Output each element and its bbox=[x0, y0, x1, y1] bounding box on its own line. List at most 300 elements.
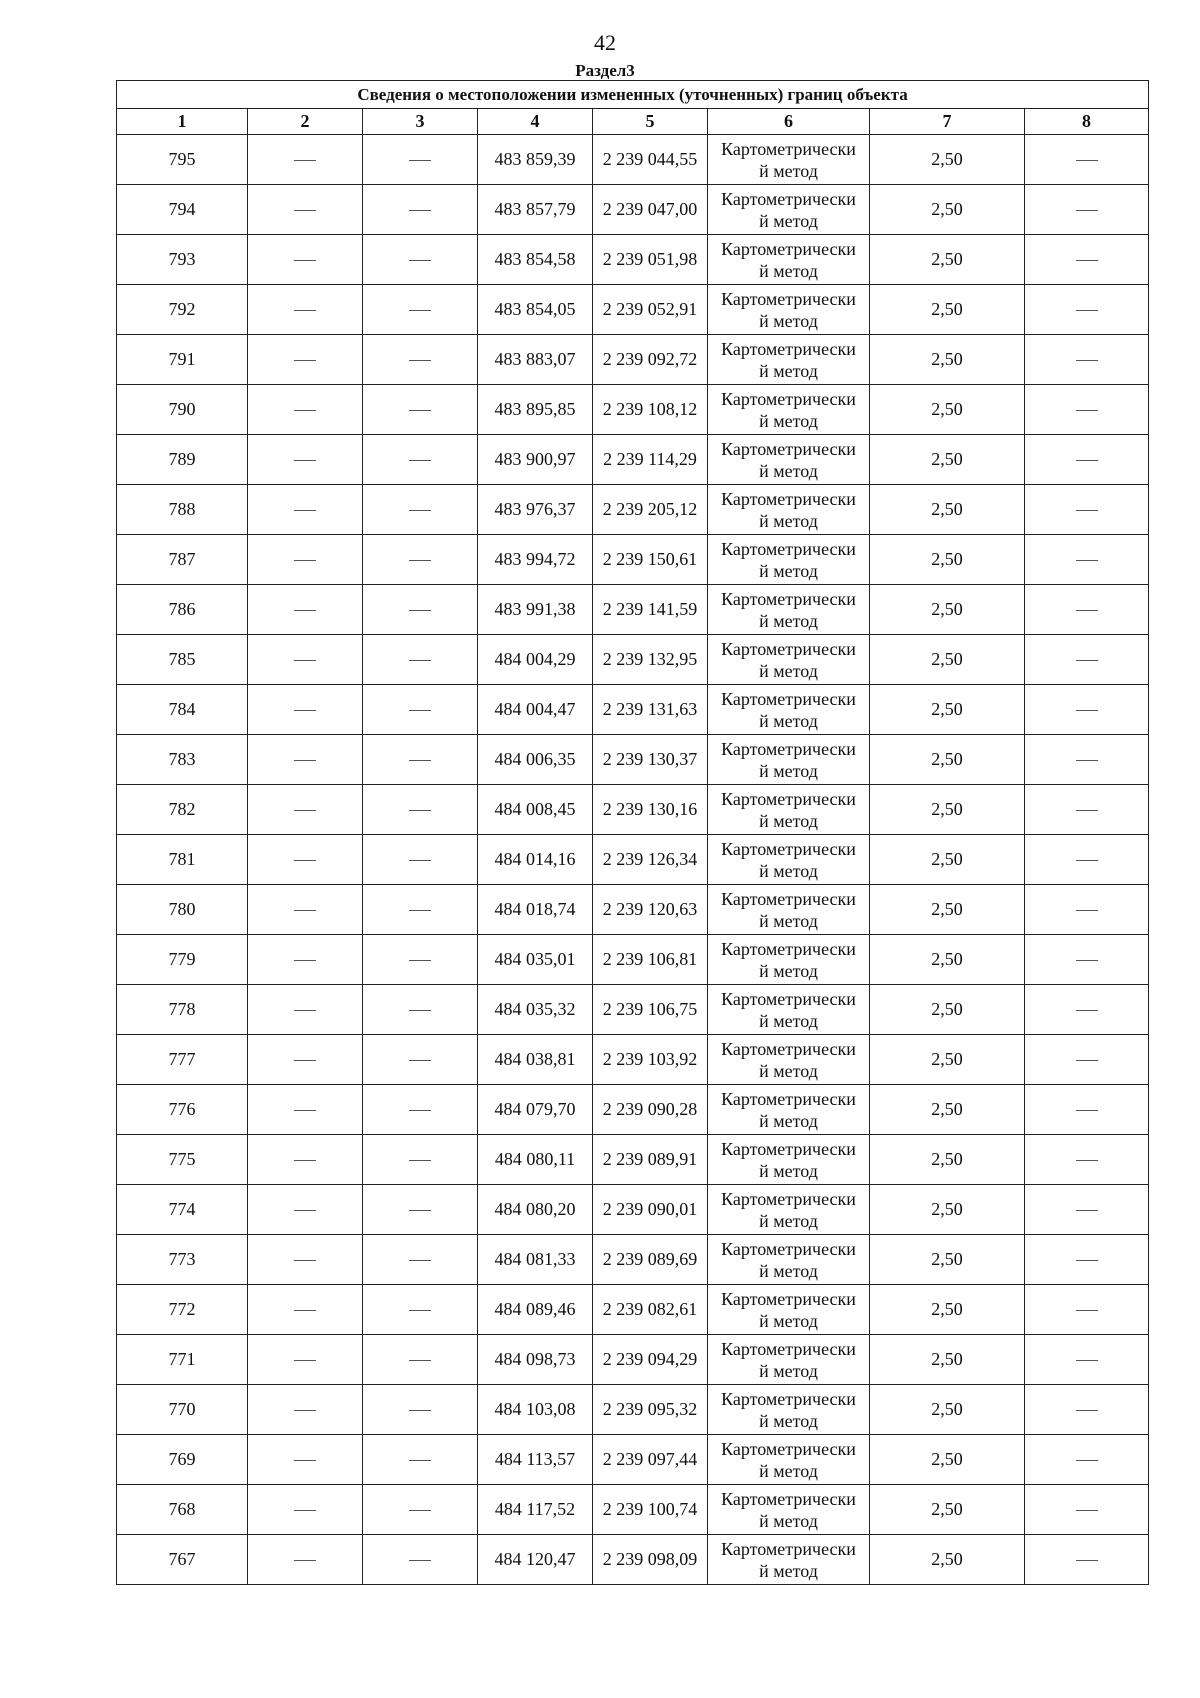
method-text-line2: й метод bbox=[759, 1410, 818, 1431]
column-header: 4 bbox=[478, 109, 593, 135]
dash-mark bbox=[409, 710, 431, 711]
method-text-line1: Картометрически bbox=[721, 938, 856, 959]
coordinate-y: 2 239 120,63 bbox=[593, 885, 708, 935]
precision-value: 2,50 bbox=[870, 985, 1025, 1035]
dash-mark bbox=[294, 1160, 316, 1161]
dash-mark bbox=[1076, 1160, 1098, 1161]
point-number: 769 bbox=[117, 1435, 248, 1485]
dash-mark bbox=[294, 260, 316, 261]
coordinate-y: 2 239 132,95 bbox=[593, 635, 708, 685]
method-text-line1: Картометрически bbox=[721, 1388, 856, 1409]
empty-dash-cell bbox=[248, 535, 363, 585]
table-row bbox=[117, 635, 1149, 685]
method-cell bbox=[708, 585, 870, 635]
dash-mark bbox=[409, 260, 431, 261]
coordinate-x: 484 038,81 bbox=[478, 1035, 593, 1085]
method-text-line2: й метод bbox=[759, 860, 818, 881]
empty-dash-cell bbox=[248, 885, 363, 935]
dash-mark bbox=[409, 760, 431, 761]
empty-dash-cell bbox=[363, 1035, 478, 1085]
empty-dash-cell bbox=[1025, 535, 1149, 585]
empty-dash-cell bbox=[1025, 1285, 1149, 1335]
table-row bbox=[117, 785, 1149, 835]
table-row bbox=[117, 1185, 1149, 1235]
empty-dash-cell bbox=[248, 485, 363, 535]
coordinate-x: 484 080,20 bbox=[478, 1185, 593, 1235]
coordinate-x: 484 035,01 bbox=[478, 935, 593, 985]
point-number: 788 bbox=[117, 485, 248, 535]
dash-mark bbox=[1076, 510, 1098, 511]
method-text-line1: Картометрически bbox=[721, 1288, 856, 1309]
dash-mark bbox=[409, 160, 431, 161]
empty-dash-cell bbox=[248, 1435, 363, 1485]
precision-value: 2,50 bbox=[870, 835, 1025, 885]
coordinate-y: 2 239 098,09 bbox=[593, 1535, 708, 1585]
method-text-line1: Картометрически bbox=[721, 1038, 856, 1059]
column-header: 1 bbox=[117, 109, 248, 135]
empty-dash-cell bbox=[1025, 1435, 1149, 1485]
point-number: 791 bbox=[117, 335, 248, 385]
method-text-line2: й метод bbox=[759, 1310, 818, 1331]
empty-dash-cell bbox=[248, 985, 363, 1035]
dash-mark bbox=[1076, 1110, 1098, 1111]
dash-mark bbox=[1076, 910, 1098, 911]
empty-dash-cell bbox=[363, 235, 478, 285]
precision-value: 2,50 bbox=[870, 1135, 1025, 1185]
empty-dash-cell bbox=[363, 385, 478, 435]
empty-dash-cell bbox=[1025, 885, 1149, 935]
method-cell bbox=[708, 1285, 870, 1335]
dash-mark bbox=[409, 610, 431, 611]
point-number: 770 bbox=[117, 1385, 248, 1435]
method-text-line2: й метод bbox=[759, 660, 818, 681]
method-text-line1: Картометрически bbox=[721, 1088, 856, 1109]
table-row bbox=[117, 335, 1149, 385]
dash-mark bbox=[294, 1110, 316, 1111]
table-row bbox=[117, 1435, 1149, 1485]
dash-mark bbox=[1076, 1560, 1098, 1561]
coordinate-y: 2 239 130,16 bbox=[593, 785, 708, 835]
dash-mark bbox=[294, 810, 316, 811]
method-text-line1: Картометрически bbox=[721, 688, 856, 709]
method-text-line1: Картометрически bbox=[721, 638, 856, 659]
empty-dash-cell bbox=[363, 785, 478, 835]
table-row bbox=[117, 485, 1149, 535]
precision-value: 2,50 bbox=[870, 1085, 1025, 1135]
dash-mark bbox=[294, 1460, 316, 1461]
table-row bbox=[117, 985, 1149, 1035]
dash-mark bbox=[294, 1210, 316, 1211]
table-row bbox=[117, 735, 1149, 785]
section-title: Раздел3 bbox=[575, 61, 635, 80]
dash-mark bbox=[409, 1310, 431, 1311]
coordinate-y: 2 239 126,34 bbox=[593, 835, 708, 885]
dash-mark bbox=[294, 860, 316, 861]
dash-mark bbox=[1076, 710, 1098, 711]
table-body bbox=[117, 135, 1149, 1585]
table-row bbox=[117, 185, 1149, 235]
method-text-line1: Картометрически bbox=[721, 1488, 856, 1509]
dash-mark bbox=[294, 960, 316, 961]
table-row bbox=[117, 235, 1149, 285]
precision-value: 2,50 bbox=[870, 685, 1025, 735]
empty-dash-cell bbox=[248, 835, 363, 885]
empty-dash-cell bbox=[363, 1285, 478, 1335]
empty-dash-cell bbox=[248, 635, 363, 685]
empty-dash-cell bbox=[248, 1485, 363, 1535]
method-cell bbox=[708, 885, 870, 935]
coordinate-y: 2 239 082,61 bbox=[593, 1285, 708, 1335]
dash-mark bbox=[1076, 960, 1098, 961]
method-text-line1: Картометрически bbox=[721, 1338, 856, 1359]
empty-dash-cell bbox=[363, 935, 478, 985]
dash-mark bbox=[409, 860, 431, 861]
empty-dash-cell bbox=[363, 1335, 478, 1385]
dash-mark bbox=[294, 760, 316, 761]
method-cell bbox=[708, 935, 870, 985]
empty-dash-cell bbox=[363, 1135, 478, 1185]
precision-value: 2,50 bbox=[870, 1285, 1025, 1335]
coordinate-y: 2 239 044,55 bbox=[593, 135, 708, 185]
dash-mark bbox=[409, 460, 431, 461]
dash-mark bbox=[294, 310, 316, 311]
coordinate-y: 2 239 103,92 bbox=[593, 1035, 708, 1085]
dash-mark bbox=[409, 1210, 431, 1211]
method-text-line2: й метод bbox=[759, 1260, 818, 1281]
coordinate-x: 483 991,38 bbox=[478, 585, 593, 635]
empty-dash-cell bbox=[1025, 585, 1149, 635]
empty-dash-cell bbox=[363, 185, 478, 235]
coordinate-x: 484 103,08 bbox=[478, 1385, 593, 1435]
empty-dash-cell bbox=[1025, 435, 1149, 485]
empty-dash-cell bbox=[248, 1035, 363, 1085]
empty-dash-cell bbox=[1025, 285, 1149, 335]
dash-mark bbox=[294, 460, 316, 461]
table-row bbox=[117, 1285, 1149, 1335]
empty-dash-cell bbox=[248, 785, 363, 835]
method-cell bbox=[708, 685, 870, 735]
empty-dash-cell bbox=[248, 335, 363, 385]
coordinate-y: 2 239 114,29 bbox=[593, 435, 708, 485]
empty-dash-cell bbox=[363, 985, 478, 1035]
coordinate-y: 2 239 090,01 bbox=[593, 1185, 708, 1235]
method-text-line1: Картометрически bbox=[721, 1538, 856, 1559]
dash-mark bbox=[294, 710, 316, 711]
dash-mark bbox=[409, 1510, 431, 1511]
empty-dash-cell bbox=[363, 585, 478, 635]
coordinate-x: 483 854,58 bbox=[478, 235, 593, 285]
empty-dash-cell bbox=[363, 335, 478, 385]
dash-mark bbox=[294, 1560, 316, 1561]
empty-dash-cell bbox=[1025, 1085, 1149, 1135]
method-text-line2: й метод bbox=[759, 1360, 818, 1381]
coordinate-x: 483 994,72 bbox=[478, 535, 593, 585]
precision-value: 2,50 bbox=[870, 935, 1025, 985]
empty-dash-cell bbox=[1025, 385, 1149, 435]
precision-value: 2,50 bbox=[870, 585, 1025, 635]
point-number: 774 bbox=[117, 1185, 248, 1235]
empty-dash-cell bbox=[1025, 1185, 1149, 1235]
column-header: 8 bbox=[1025, 109, 1149, 135]
precision-value: 2,50 bbox=[870, 135, 1025, 185]
empty-dash-cell bbox=[363, 1485, 478, 1535]
dash-mark bbox=[1076, 260, 1098, 261]
method-cell bbox=[708, 985, 870, 1035]
coordinate-y: 2 239 089,91 bbox=[593, 1135, 708, 1185]
column-header: 2 bbox=[248, 109, 363, 135]
empty-dash-cell bbox=[1025, 635, 1149, 685]
method-text-line1: Картометрически bbox=[721, 238, 856, 259]
empty-dash-cell bbox=[363, 485, 478, 535]
dash-mark bbox=[1076, 1410, 1098, 1411]
precision-value: 2,50 bbox=[870, 485, 1025, 535]
dash-mark bbox=[409, 910, 431, 911]
empty-dash-cell bbox=[363, 285, 478, 335]
coordinate-y: 2 239 051,98 bbox=[593, 235, 708, 285]
method-text-line2: й метод bbox=[759, 610, 818, 631]
empty-dash-cell bbox=[248, 135, 363, 185]
table-row bbox=[117, 1085, 1149, 1135]
coordinate-x: 483 900,97 bbox=[478, 435, 593, 485]
method-text-line2: й метод bbox=[759, 1160, 818, 1181]
dash-mark bbox=[1076, 1260, 1098, 1261]
point-number: 795 bbox=[117, 135, 248, 185]
empty-dash-cell bbox=[248, 1335, 363, 1385]
method-text-line2: й метод bbox=[759, 960, 818, 981]
dash-mark bbox=[1076, 1060, 1098, 1061]
method-cell bbox=[708, 635, 870, 685]
coordinate-x: 484 081,33 bbox=[478, 1235, 593, 1285]
coordinate-y: 2 239 052,91 bbox=[593, 285, 708, 335]
empty-dash-cell bbox=[1025, 1335, 1149, 1385]
coordinate-y: 2 239 106,75 bbox=[593, 985, 708, 1035]
coordinate-y: 2 239 089,69 bbox=[593, 1235, 708, 1285]
empty-dash-cell bbox=[248, 1135, 363, 1185]
empty-dash-cell bbox=[1025, 135, 1149, 185]
table-row bbox=[117, 385, 1149, 435]
point-number: 776 bbox=[117, 1085, 248, 1135]
point-number: 768 bbox=[117, 1485, 248, 1535]
empty-dash-cell bbox=[248, 185, 363, 235]
method-text-line2: й метод bbox=[759, 360, 818, 381]
empty-dash-cell bbox=[363, 635, 478, 685]
method-cell bbox=[708, 1035, 870, 1085]
empty-dash-cell bbox=[248, 235, 363, 285]
table-row bbox=[117, 135, 1149, 185]
dash-mark bbox=[294, 1310, 316, 1311]
column-header: 5 bbox=[593, 109, 708, 135]
method-text-line1: Картометрически bbox=[721, 188, 856, 209]
coordinate-x: 484 014,16 bbox=[478, 835, 593, 885]
empty-dash-cell bbox=[248, 735, 363, 785]
method-text-line1: Картометрически bbox=[721, 788, 856, 809]
dash-mark bbox=[1076, 1360, 1098, 1361]
precision-value: 2,50 bbox=[870, 735, 1025, 785]
empty-dash-cell bbox=[1025, 1035, 1149, 1085]
empty-dash-cell bbox=[1025, 485, 1149, 535]
coordinate-y: 2 239 131,63 bbox=[593, 685, 708, 735]
method-text-line2: й метод bbox=[759, 160, 818, 181]
column-header: 7 bbox=[870, 109, 1025, 135]
point-number: 794 bbox=[117, 185, 248, 235]
method-cell bbox=[708, 185, 870, 235]
point-number: 773 bbox=[117, 1235, 248, 1285]
dash-mark bbox=[294, 1060, 316, 1061]
dash-mark bbox=[294, 1510, 316, 1511]
point-number: 785 bbox=[117, 635, 248, 685]
precision-value: 2,50 bbox=[870, 535, 1025, 585]
table-row bbox=[117, 1335, 1149, 1385]
empty-dash-cell bbox=[1025, 1235, 1149, 1285]
table-row bbox=[117, 1135, 1149, 1185]
table-row bbox=[117, 585, 1149, 635]
empty-dash-cell bbox=[1025, 735, 1149, 785]
table-row bbox=[117, 535, 1149, 585]
dash-mark bbox=[1076, 1010, 1098, 1011]
dash-mark bbox=[409, 560, 431, 561]
dash-mark bbox=[1076, 310, 1098, 311]
method-text-line1: Картометрически bbox=[721, 338, 856, 359]
empty-dash-cell bbox=[1025, 685, 1149, 735]
empty-dash-cell bbox=[363, 1085, 478, 1135]
method-cell bbox=[708, 435, 870, 485]
point-number: 767 bbox=[117, 1535, 248, 1585]
method-cell bbox=[708, 785, 870, 835]
empty-dash-cell bbox=[363, 1535, 478, 1585]
method-text-line2: й метод bbox=[759, 1110, 818, 1131]
point-number: 775 bbox=[117, 1135, 248, 1185]
dash-mark bbox=[409, 1010, 431, 1011]
column-header: 3 bbox=[363, 109, 478, 135]
table-row bbox=[117, 435, 1149, 485]
empty-dash-cell bbox=[363, 685, 478, 735]
method-text-line2: й метод bbox=[759, 560, 818, 581]
empty-dash-cell bbox=[363, 835, 478, 885]
point-number: 783 bbox=[117, 735, 248, 785]
dash-mark bbox=[409, 1060, 431, 1061]
empty-dash-cell bbox=[248, 1185, 363, 1235]
dash-mark bbox=[409, 810, 431, 811]
empty-dash-cell bbox=[248, 1235, 363, 1285]
method-cell bbox=[708, 1485, 870, 1535]
coordinate-x: 484 006,35 bbox=[478, 735, 593, 785]
precision-value: 2,50 bbox=[870, 1385, 1025, 1435]
dash-mark bbox=[294, 1360, 316, 1361]
method-text-line2: й метод bbox=[759, 710, 818, 731]
point-number: 790 bbox=[117, 385, 248, 435]
page-number: 42 bbox=[594, 30, 616, 55]
method-cell bbox=[708, 485, 870, 535]
coordinate-x: 484 120,47 bbox=[478, 1535, 593, 1585]
empty-dash-cell bbox=[363, 1235, 478, 1285]
method-text-line1: Картометрически bbox=[721, 588, 856, 609]
precision-value: 2,50 bbox=[870, 1435, 1025, 1485]
empty-dash-cell bbox=[1025, 335, 1149, 385]
method-text-line2: й метод bbox=[759, 460, 818, 481]
table-row bbox=[117, 935, 1149, 985]
coordinate-x: 483 883,07 bbox=[478, 335, 593, 385]
dash-mark bbox=[1076, 460, 1098, 461]
dash-mark bbox=[294, 410, 316, 411]
method-cell bbox=[708, 1185, 870, 1235]
method-text-line1: Картометрически bbox=[721, 288, 856, 309]
coordinate-x: 484 098,73 bbox=[478, 1335, 593, 1385]
dash-mark bbox=[409, 310, 431, 311]
table-row bbox=[117, 1235, 1149, 1285]
coordinate-x: 484 008,45 bbox=[478, 785, 593, 835]
coordinate-y: 2 239 097,44 bbox=[593, 1435, 708, 1485]
point-number: 792 bbox=[117, 285, 248, 335]
dash-mark bbox=[1076, 160, 1098, 161]
coordinate-x: 483 895,85 bbox=[478, 385, 593, 435]
precision-value: 2,50 bbox=[870, 1235, 1025, 1285]
table-row bbox=[117, 1035, 1149, 1085]
table-row bbox=[117, 1485, 1149, 1535]
coordinate-y: 2 239 205,12 bbox=[593, 485, 708, 535]
dash-mark bbox=[1076, 210, 1098, 211]
method-cell bbox=[708, 735, 870, 785]
empty-dash-cell bbox=[363, 435, 478, 485]
empty-dash-cell bbox=[248, 435, 363, 485]
point-number: 784 bbox=[117, 685, 248, 735]
method-cell bbox=[708, 135, 870, 185]
method-text-line2: й метод bbox=[759, 210, 818, 231]
method-cell bbox=[708, 1435, 870, 1485]
empty-dash-cell bbox=[248, 1385, 363, 1435]
dash-mark bbox=[294, 210, 316, 211]
dash-mark bbox=[409, 1460, 431, 1461]
table-row bbox=[117, 685, 1149, 735]
table-row bbox=[117, 835, 1149, 885]
dash-mark bbox=[409, 510, 431, 511]
dash-mark bbox=[1076, 1210, 1098, 1211]
point-number: 786 bbox=[117, 585, 248, 635]
method-cell bbox=[708, 1085, 870, 1135]
dash-mark bbox=[409, 960, 431, 961]
dash-mark bbox=[1076, 560, 1098, 561]
point-number: 793 bbox=[117, 235, 248, 285]
empty-dash-cell bbox=[1025, 785, 1149, 835]
method-text-line1: Картометрически bbox=[721, 838, 856, 859]
method-cell bbox=[708, 235, 870, 285]
dash-mark bbox=[409, 1160, 431, 1161]
empty-dash-cell bbox=[363, 135, 478, 185]
empty-dash-cell bbox=[363, 885, 478, 935]
empty-dash-cell bbox=[1025, 1535, 1149, 1585]
precision-value: 2,50 bbox=[870, 1535, 1025, 1585]
coordinate-x: 484 018,74 bbox=[478, 885, 593, 935]
dash-mark bbox=[409, 360, 431, 361]
table-row bbox=[117, 1385, 1149, 1435]
coordinate-x: 484 035,32 bbox=[478, 985, 593, 1035]
dash-mark bbox=[1076, 660, 1098, 661]
table-row bbox=[117, 885, 1149, 935]
point-number: 777 bbox=[117, 1035, 248, 1085]
dash-mark bbox=[294, 360, 316, 361]
dash-mark bbox=[294, 910, 316, 911]
coordinate-y: 2 239 090,28 bbox=[593, 1085, 708, 1135]
dash-mark bbox=[1076, 610, 1098, 611]
coordinate-y: 2 239 108,12 bbox=[593, 385, 708, 435]
coordinate-y: 2 239 150,61 bbox=[593, 535, 708, 585]
precision-value: 2,50 bbox=[870, 635, 1025, 685]
point-number: 781 bbox=[117, 835, 248, 885]
precision-value: 2,50 bbox=[870, 1485, 1025, 1535]
empty-dash-cell bbox=[1025, 185, 1149, 235]
point-number: 780 bbox=[117, 885, 248, 935]
empty-dash-cell bbox=[1025, 935, 1149, 985]
coordinate-x: 484 089,46 bbox=[478, 1285, 593, 1335]
